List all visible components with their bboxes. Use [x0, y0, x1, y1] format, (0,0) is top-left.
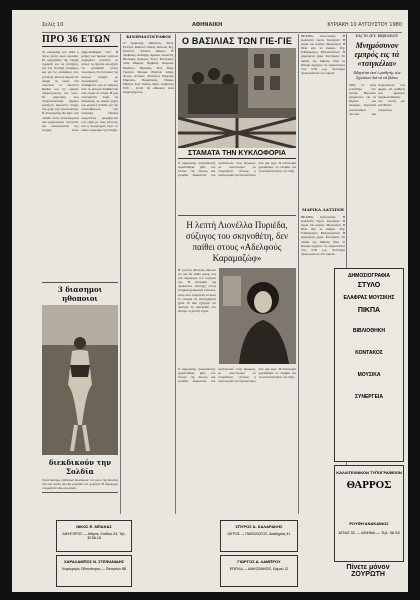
ad-box-3: [220, 520, 298, 552]
newspaper-page: [12, 10, 408, 592]
ad-box-4: [220, 555, 298, 587]
paper-name: ΑΘΗΝΑΙΚΗ: [192, 22, 223, 28]
ad-box-1-text: ΔΙΚΗΓΟΡΟΣ — Αθήναι, Σταδίου 24, Τηλ. 32.56.18: [62, 532, 126, 540]
photo-caption: 3 διασημοι ηθοποιοι: [57, 285, 103, 303]
theatres-text-2: ΘΕΑΤΡΑ. Κοτοπούλη: Η δωδεκάτη νύχτα. Κατερίνα: Η κυρία του κυρίου. Μουσούρη: Η Θεία από το Σικάγο. Ρεξ: Επιθεώρησις. Μετροπόλιταν: Η χαρούμενη χήρα. Κεντρικόν: Τα παιδιά της Αθήνας. Όλα τα θέατρα αρχίζουν τις παραστάσεις στις 9.30 μ.μ. Εισιτήρια προπωλούνται στα ταμεία.: [301, 215, 345, 256]
photo-text: Τρεις διάσημοι ηθοποιοί διεκδικούν τον ρόλο της Σολδίας στη νέα ταινία που θα γυρισθεί τον χειμώνα. Η παραγωγή ετοιμάζεται εδώ και μήνες.: [42, 478, 118, 491]
center-article: Ο δημοφιλής τραγουδιστής εμφανίσθηκε χθες στο κέντρο της πόλεως και χιλιάδες θαυμαστές του κατέκλυσαν τους δρόμους, με αποτέλεσμα να σταματήσει εντελώς η κυκλοφορία για περισσότερο από μία ώρα. Η αστυνομία χρειάσθηκε να επέμβει για να αποκαταστήσει την τάξη.: [178, 161, 296, 178]
ad-box-3-title: ΣΠΥΡΟΣ Α. ΚΑΛΑΡΑΚΗΣ: [235, 524, 283, 529]
tharros-sub: ΡΟΥΦΗ ΑΝΑΚΑΙΝΟΣ: [349, 521, 389, 526]
ad-line-7: ΜΟΥΣΙΚΑ: [357, 372, 381, 378]
center-column: [178, 34, 296, 582]
ad-line-5: ΒΙΒΛΙΟΘΗΚΗ: [353, 328, 385, 334]
feature-continued: Ο δημοφιλής τραγουδιστής εμφανίσθηκε χθες στο κέντρο της πόλεως και χιλιάδες θαυμαστές του κατέκλυσαν τους δρόμους, με αποτέλεσμα να σταματήσει εντελώς η κυκλοφορία για περισσότερο από μία ώρα. Η αστυνομία χρειάσθηκε να επέμβει για να αποκαταστήσει την τάξη.: [178, 367, 296, 384]
photo-title: διεκδικούν την Σολδία: [48, 458, 112, 476]
column-name: ΜΑΡΙΚΑ ΛΑΤΣΙΝΗ: [302, 207, 344, 212]
headline: Ο ΒΑΣΙΛΙΑΣ ΤΩΝ ΓΙΕ-ΓΙΕ: [181, 36, 293, 46]
beach-photo: [42, 305, 118, 455]
crowd-photo: [178, 48, 296, 148]
tharros-address: ΑΓΙΑΣ 32 — ΑΘΗΝΑ — Τηλ. 36.53: [338, 530, 400, 535]
right-subhead: Ωδηγείται έκεί ό μαθητής τών Σχολείων διά νά νά βλέπει: [353, 70, 401, 80]
right-article: Χθες το πρωί τελέσθηκε στο Δυτικό Βερολίνο μνημόσυνο για τα θύματα του πολέμου, παρουσία εκατοντάδων πολιτών και εκπροσώπων των αρχών. Οι μαθητές των σχολείων παρακολούθησαν την τελετή και κατέθεσαν στεφάνους.: [349, 83, 405, 116]
left-column: [42, 34, 118, 582]
ad-box-2-text: Χειρουργός Οδοντίατρος — Πατησίων 88: [61, 567, 127, 571]
article-text: Το καλοκαίρι του 1944 η πόλις ζούσε ώρες αγωνίας. Οι εφημερίδες της εποχής έγραφαν για τις επιτάξεις, για την έλλειψη τροφίμων και για τις συλλήψεις στις γειτονιές. Πολλοί θυμούνται ακόμη τις ουρές στα συσσίτια, τα σκοτεινά βράδια και τις κρυφές συγκεντρώσεις των νέων. Οι μαρτυρίες που συγκεντρώνουμε σήμερα φωτίζουν άγνωστες πτυχές της ζωής της πρωτευούσης. Ο αναγνώστης θα βρει στη σελίδα αυτή αποσπάσματα από ημερολόγια, επιστολές και ανακοινώσεις της εποχής, όπως δημοσιεύθηκαν τότε. Η μνήμη των ημερών εκείνων παραμένει ζωντανή σε όσους τις έζησαν και αξίζει να μεταδοθεί στους νεωτέρους. Οι συνοικίες της πόλεως γέμιζαν με προκηρύξεις και συνθήματα, ενώ οι ειδήσεις από τα μέτωπα διαδίδονταν από στόμα σε στόμα. Η ζωή συνεχιζόταν παρά τις δυσκολίες, με μικρές χαρές και μεγάλες ελπίδες για την απελευθέρωση που πλησίαζε. Πολλές οικογένειες μοιράζονταν ό,τι είχαν με τους γείτονες, και η αλληλεγγύη έγινε το κύριο γνώρισμα της εποχής.: [42, 50, 118, 132]
header-rule: [42, 32, 402, 33]
feature-text: Η γνωστή ηθοποιός δήλωσε ότι δεν θα λάβει μέρος στη νέα παραγωγή του συζύγου της. Η απόφασή της προκάλεσε έκπληξη στους κινηματογραφικούς κύκλους, όπου όλοι περίμεναν να δουν το ζευγάρι να συνεργάζεται ξανά. Η ίδια εξήγησε ότι προτιμά να αφιερωθεί στο θέατρο τη φετινή σεζόν.: [178, 268, 216, 313]
right-headline: Μνημόσυνον εμπρός εις τά «τσιγκέλια»: [354, 41, 400, 68]
page-number: Σελίς 10: [42, 22, 64, 28]
listings-head: ΚΙΝΗΜΑΤΟΓΡΑΦΟΙ: [126, 34, 171, 39]
ad-box-1: [56, 520, 132, 552]
tharros-name: ΘΑΡΡΟΣ: [346, 479, 392, 491]
actress-photo: [219, 268, 296, 364]
culture-ad: [334, 268, 404, 462]
printing-ad: [334, 465, 404, 562]
running-header: [42, 22, 402, 32]
listings-text: Α' προβολής: Αθήναιον, Άστυ, Ελληνίς, Κάπιτολ, Όασις, Παλλάς, Ρεξ, Σπλέντιτ, Τιτάνια, Ωδείον. Β' προβολής: Αλκαζάρ, Αμαλία, Ατλαντίς, Βικτώρια, Ζέφυρος, Ίλιον, Κεντρικόν, Λαΐς, Μαρίνα, Νιρβάνα, Ολύμπια, Πάνθεον, Πρόοδος, Σινέ Παρί, Τριανόν, Φλώρα. Θερινοί: Αίγλη, Άλσος, Αττικόν, Ζαππείου, Κηφισιά, Μαρούσι, Παράδεισος, Πλάκα, Ριβιέρα, Σινέ Ζεφύρ. Ώρες προβολής: 8.30 - 10.45. Οι αίθουσες είναι κλιματιζόμενες.: [123, 41, 174, 95]
feature-headline: Η λεπτή Λιονέλλα Πυριέδα, σύζυγος του σκηνοθέτη, δεν παίθει στους «Αδελφούς Καραμαζώφ»: [185, 220, 289, 263]
issue-date: ΚΥΡΙΑΚΗ 10 ΑΥΓΟΥΣΤΟΥ 1980: [327, 22, 402, 28]
ad-box-4-text: ΕΠΙΠΛΑ — ΔΙΑΚΟΣΜΗΣΙΣ, Ερμού 12: [229, 567, 289, 571]
ad-line-3: ΕΛΑΦΡΑΣ ΜΟΥΣΙΚΗΣ: [343, 295, 395, 301]
kicker: Εις τό Δ/τ. Βερολίνον: [355, 34, 399, 39]
ad-line-1: ΔΗΜΟΣΙΟΓΡΑΦΙΑ: [347, 273, 391, 279]
listings-column: [123, 34, 174, 582]
tharros-pre: ΚΑΛΛΙΤΕΧΝΙΚΟΝ ΤΥΠΟΓΡΑΦΕΙΟΝ: [336, 470, 402, 475]
ad-box-4-title: ΓΙΩΡΓΟΣ Δ. ΛΑΜΠΡΟΥ: [237, 559, 281, 564]
ad-box-2: [56, 555, 132, 587]
ad-box-1-title: ΝΙΚΟΣ Ε. ΜΠΑΚΑΣ: [76, 524, 112, 529]
footer-ad: Πίνετε μόνον ΖΟΥΡΩΤΗ: [346, 564, 390, 578]
ad-box-2-title: ΧΑΡΑΛΑΜΠΟΣ Ν. ΣΤΕΦΑΝΙΔΗΣ: [63, 559, 125, 564]
ad-line-2: ΣΤΥΛΟ: [357, 282, 381, 289]
ad-line-8: ΣΥΝΕΡΓΕΙΑ: [355, 394, 383, 400]
ad-line-4: ΠΙΚΠΑ: [357, 307, 381, 314]
theatres-text: ΘΕΑΤΡΑ. Κοτοπούλη: Η δωδεκάτη νύχτα. Κατερίνα: Η κυρία του κυρίου. Μουσούρη: Η Θεία από το Σικάγο. Ρεξ: Επιθεώρησις. Μετροπόλιταν: Η χαρούμενη χήρα. Κεντρικόν: Τα παιδιά της Αθήνας. Όλα τα θέατρα αρχίζουν τις παραστάσεις στις 9.30 μ.μ. Εισιτήρια προπωλούνται στα ταμεία.: [301, 34, 345, 75]
column-title: ΠΡΟ 36 ΕΤΩΝ: [42, 34, 118, 47]
ad-box-3-text: ΙΑΤΡΟΣ — ΠΑΘΟΛΟΓΟΣ, Ακαδημίας 41: [227, 532, 291, 536]
ad-line-6: ΚΟΝΤΑΚΟΣ: [355, 350, 383, 356]
photo-banner: ΣΤΑΜΑΤΑ ΤΗΝ ΚΥΚΛΟΦΟΡΙΑ: [178, 150, 296, 159]
